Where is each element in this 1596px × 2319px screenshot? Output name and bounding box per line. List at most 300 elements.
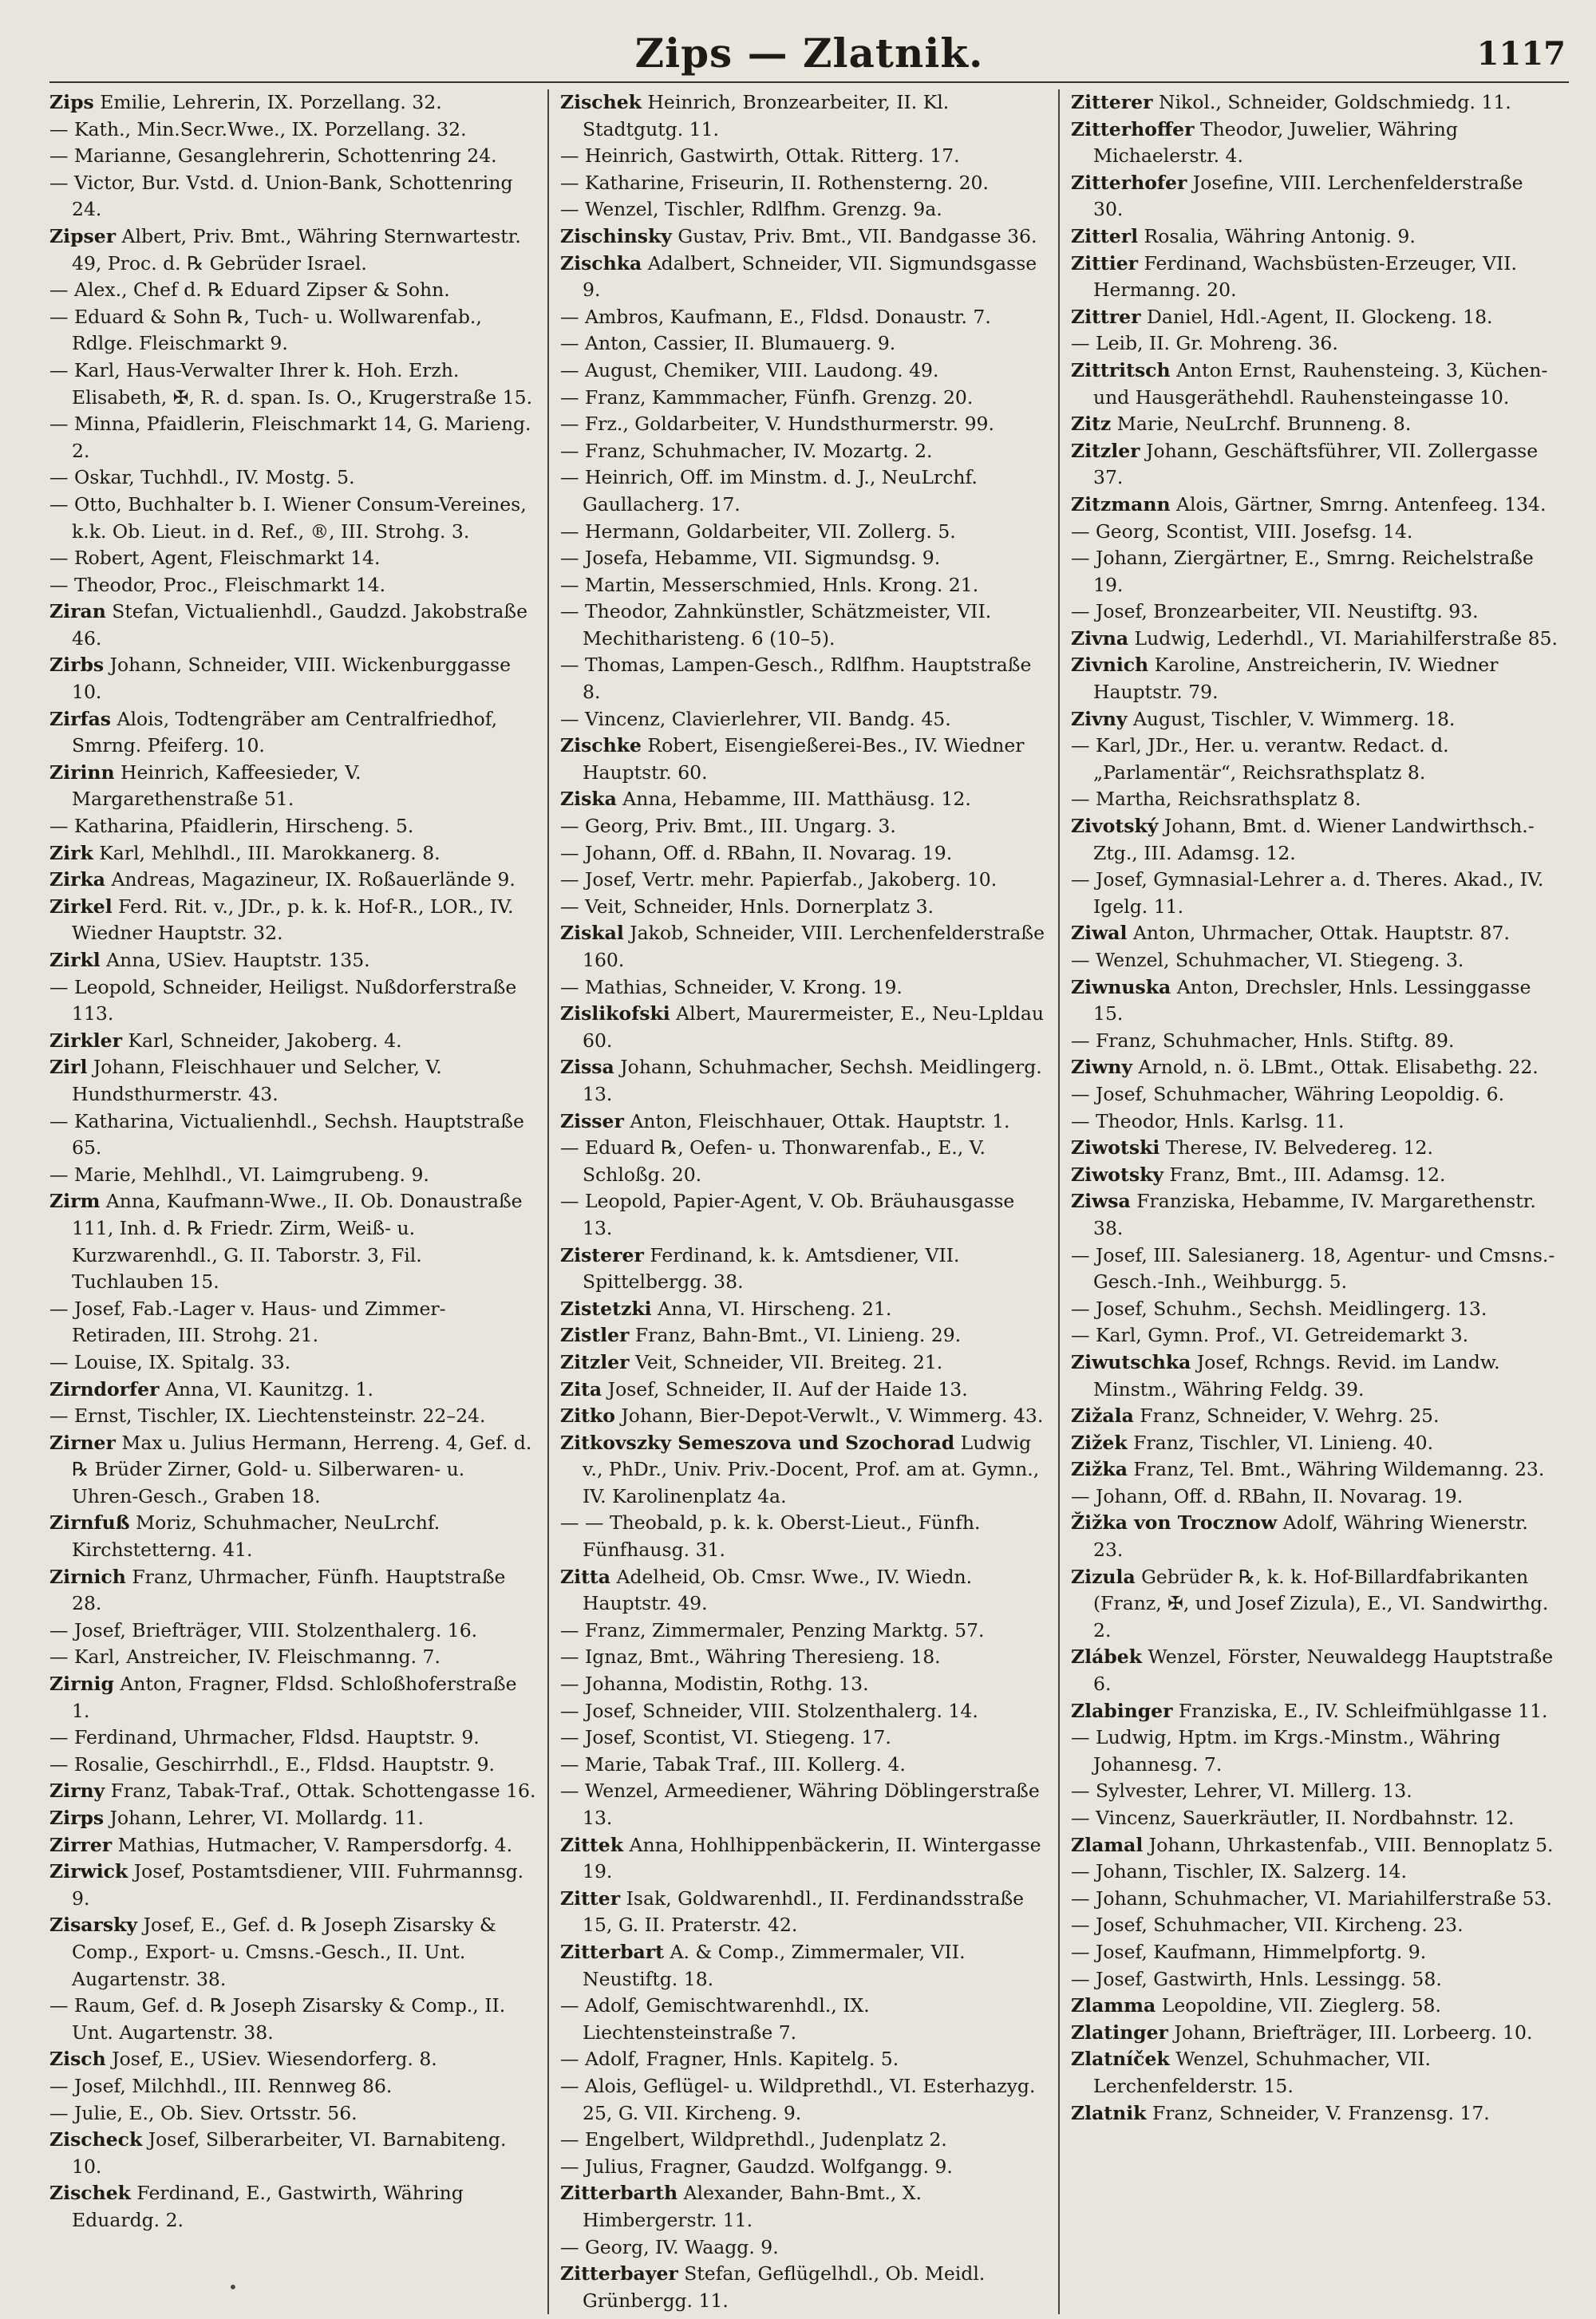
entry-details: — Eduard & Sohn ℞, Tuch- u. Wollwarenfab., Rdlge. Fleischmarkt 9.: [49, 305, 482, 355]
entry-details: — Leib, II. Gr. Mohreng. 36.: [1071, 332, 1338, 355]
directory-entry: [1071, 1698, 1558, 1725]
directory-entry: [1071, 1403, 1558, 1430]
entry-details: Stefan, Geflügelhdl., Ob. Meidl. Grünbergg. 11.: [583, 2262, 986, 2312]
entry-details: Daniel, Hdl.-Agent, II. Glockeng. 18.: [1140, 305, 1493, 328]
directory-entry: [1071, 1162, 1558, 1189]
directory-entry: [560, 1618, 1047, 1645]
entry-surname: Ziwutschka: [1071, 1350, 1191, 1373]
entry-details: — Theodor, Proc., Fleischmarkt 14.: [49, 573, 386, 596]
entry-details: — Johann, Off. d. RBahn, II. Novarag. 19.: [560, 841, 953, 864]
entry-details: — Victor, Bur. Vstd. d. Union-Bank, Schottenring 24.: [49, 171, 513, 221]
directory-entry: [49, 1778, 536, 1805]
entry-details: — Georg, IV. Waagg. 9.: [560, 2235, 779, 2258]
entry-surname: Ziska: [560, 788, 617, 811]
entry-details: — Johann, Schuhmacher, VI. Mariahilferstraße 53.: [1071, 1886, 1552, 1910]
directory-entry: [1071, 1510, 1558, 1563]
entry-details: Anna, Kaufmann-Wwe., II. Ob. Donaustraße 111, Inh. d. ℞ Friedr. Zirm, Weiß- u. Kurzwarenhdl., G. II. Taborstr. 3, Fil. Tuchlauben 15.: [72, 1190, 523, 1294]
directory-entry: [49, 706, 536, 760]
entry-surname: Zittritsch: [1071, 358, 1171, 381]
entry-surname: Ziwotsky: [1071, 1163, 1164, 1186]
entry-details: Ferdinand, k. k. Amtsdiener, VII. Spittelbergg. 38.: [583, 1243, 960, 1294]
entry-details: Johann, Schneider, VIII. Wickenburggasse 10.: [72, 654, 512, 704]
entry-surname: Zitta: [560, 1565, 611, 1588]
directory-entry: [1071, 330, 1558, 358]
directory-entry: [49, 1993, 536, 2046]
entry-details: — Vincenz, Sauerkräutler, II. Nordbahnstr. 12.: [1071, 1807, 1515, 1829]
directory-entry: [1071, 117, 1558, 170]
entry-surname: Zitzler: [1071, 439, 1140, 462]
directory-entry: [560, 599, 1047, 652]
directory-entry: [49, 572, 536, 599]
entry-details: — Georg, Priv. Bmt., III. Ungarg. 3.: [560, 815, 896, 838]
entry-details: Anton, Uhrmacher, Ottak. Hauptstr. 87.: [1127, 922, 1510, 945]
directory-entry: [49, 1296, 536, 1349]
directory-entry: [560, 1698, 1047, 1725]
entry-surname: Ziskal: [560, 922, 624, 945]
entry-details: Wenzel, Förster, Neuwaldegg Hauptstraße 6.: [1093, 1645, 1554, 1696]
entry-details: Johann, Bier-Depot-Verwlt., V. Wimmerg. 43.: [614, 1404, 1044, 1428]
entry-details: Franz, Schneider, V. Franzensg. 17.: [1146, 2101, 1490, 2124]
directory-entry: [49, 2180, 536, 2234]
entry-details: — Josef, Gastwirth, Hnls. Lessingg. 58.: [1071, 1967, 1442, 1990]
entry-surname: Zissa: [560, 1056, 614, 1079]
entry-details: — Karl, Anstreicher, IV. Fleischmanng. 7.: [49, 1645, 440, 1669]
entry-details: Josef, E., USiev. Wiesendorferg. 8.: [105, 2048, 437, 2071]
directory-entry: [1071, 2046, 1558, 2100]
entry-surname: Zlatnik: [1071, 2101, 1147, 2124]
entry-details: Gebrüder ℞, k. k. Hof-Billardfabrikanten (Franz, ✠, und Josef Zizula), E., VI. Sandwirthg. 2.: [1093, 1565, 1549, 1641]
directory-entry: [560, 358, 1047, 385]
directory-entry: [1071, 1430, 1558, 1457]
directory-entry: [560, 1188, 1047, 1242]
entry-surname: Zischinsky: [560, 224, 672, 247]
directory-entry: [560, 1993, 1047, 2046]
entry-surname: Zirka: [49, 868, 105, 891]
page-title: Zips — Zlatnik.: [634, 29, 984, 77]
entry-details: Franz, Schneider, V. Wehrg. 25.: [1133, 1404, 1440, 1428]
entry-surname: Zitz: [1071, 413, 1112, 436]
entry-surname: Zischke: [560, 734, 642, 757]
entry-surname: Ziwsa: [1071, 1190, 1131, 1213]
entry-surname: Zischek: [560, 91, 642, 113]
directory-entry: [560, 330, 1047, 358]
entry-details: A. & Comp., Zimmermaler, VII. Neustiftg. 18.: [583, 1940, 966, 1990]
footer-mark: •: [228, 2278, 238, 2297]
directory-entry: [49, 2073, 536, 2100]
directory-entry: [560, 89, 1047, 143]
directory-entry: [1071, 1456, 1558, 1483]
directory-entry: [560, 2046, 1047, 2073]
directory-entry: [560, 1886, 1047, 1939]
entry-surname: Zlabinger: [1071, 1699, 1173, 1722]
directory-entry: [1071, 1724, 1558, 1778]
directory-entry: [49, 1671, 536, 1724]
entry-details: Anna, USiev. Hauptstr. 135.: [100, 949, 370, 971]
entry-details: Josef, E., Gef. d. ℞ Joseph Zisarsky & Comp., Export- u. Cmsns.-Gesch., II. Unt. Augartenstr. 38.: [72, 1914, 496, 1990]
entry-surname: Zisarsky: [49, 1914, 138, 1937]
entry-surname: Zirner: [49, 1431, 116, 1454]
directory-entry: [1071, 89, 1558, 117]
entry-surname: Zlamma: [1071, 1994, 1156, 2017]
entry-surname: Zitko: [560, 1404, 615, 1428]
directory-entry: [49, 1430, 536, 1511]
entry-details: — Johann, Off. d. RBahn, II. Novarag. 19.: [1071, 1484, 1464, 1507]
entry-details: Gustav, Priv. Bmt., VII. Bandgasse 36.: [671, 224, 1037, 247]
directory-entry: [1071, 1859, 1558, 1886]
directory-entry: [560, 840, 1047, 867]
directory-entry: [560, 1778, 1047, 1831]
entry-details: Theodor, Juwelier, Währing Michaelerstr. 4.: [1093, 117, 1458, 168]
entry-surname: Zirrer: [49, 1833, 113, 1856]
directory-entry: [1071, 1564, 1558, 1645]
directory-entry: [560, 813, 1047, 840]
entry-details: — Josef, Kaufmann, Himmelpfortg. 9.: [1071, 1940, 1427, 1963]
entry-details: — Kath., Min.Secr.Wwe., IX. Porzellang. 32.: [49, 117, 467, 140]
entry-details: Ferdinand, E., Gastwirth, Währing Eduardg. 2.: [72, 2182, 464, 2231]
directory-entry: [49, 170, 536, 223]
column-left: [49, 89, 549, 2314]
directory-entry: [1071, 786, 1558, 813]
directory-entry: [49, 894, 536, 947]
entry-details: Andreas, Magazineur, IX. Roßauerlände 9.: [105, 868, 516, 891]
entry-details: Heinrich, Kaffeesieder, V. Margarethenstraße 51.: [72, 760, 361, 811]
directory-entry: [560, 1108, 1047, 1136]
entry-surname: Zivnich: [1071, 654, 1149, 677]
directory-entry: [560, 251, 1047, 304]
entry-details: — Josef, Schuhm., Sechsh. Meidlingerg. 13.: [1071, 1297, 1487, 1320]
entry-details: Alexander, Bahn-Bmt., X. Himbergerstr. 11.: [583, 2182, 922, 2231]
directory-entry: [560, 2154, 1047, 2181]
entry-surname: Zizula: [1071, 1565, 1136, 1588]
directory-entry: [49, 411, 536, 464]
entry-surname: Zisser: [560, 1109, 624, 1132]
directory-entry: [1071, 1135, 1558, 1162]
directory-entry: [560, 706, 1047, 733]
directory-entry: [1071, 519, 1558, 546]
entry-details: Johann, Geschäftsführer, VII. Zollergasse 37.: [1093, 439, 1539, 489]
directory-entry: [1071, 1966, 1558, 1993]
entry-details: — Katharina, Pfaidlerin, Hirscheng. 5.: [49, 815, 414, 838]
entry-details: — Minna, Pfaidlerin, Fleischmarkt 14, G. Marieng. 2.: [49, 413, 531, 462]
directory-entry: [560, 1054, 1047, 1108]
entry-details: Ludwig, Lederhdl., VI. Mariahilferstraße 85.: [1128, 626, 1558, 650]
entry-details: Robert, Eisengießerei-Bes., IV. Wiedner Hauptstr. 60.: [583, 734, 1025, 784]
entry-details: — Georg, Scontist, VIII. Josefsg. 14.: [1071, 520, 1413, 543]
directory-entry: [49, 760, 536, 813]
entry-surname: Zlatinger: [1071, 2021, 1168, 2044]
entry-surname: Zislikofski: [560, 1002, 670, 1025]
directory-entry: [1071, 492, 1558, 519]
entry-surname: Zlábek: [1071, 1645, 1142, 1669]
directory-entry: [1071, 1296, 1558, 1323]
entry-details: Karl, Mehlhdl., III. Marokkanerg. 8.: [93, 841, 440, 864]
directory-entry: [49, 545, 536, 572]
entry-surname: Zirk: [49, 841, 93, 864]
directory-entry: [560, 894, 1047, 921]
entry-details: Josef, Silberarbeiter, VI. Barnabiteng. 10.: [72, 2128, 507, 2178]
entry-details: — Heinrich, Gastwirth, Ottak. Ritterg. 17.: [560, 144, 960, 168]
entry-details: Josefine, VIII. Lerchenfelderstraße 30.: [1093, 171, 1523, 221]
entry-details: Josef, Rchngs. Revid. im Landw. Minstm., Währing Feldg. 39.: [1093, 1350, 1500, 1400]
entry-surname: Zischeck: [49, 2128, 143, 2151]
directory-entry: [49, 2100, 536, 2127]
entry-details: — Julie, E., Ob. Siev. Ortsstr. 56.: [49, 2101, 358, 2124]
directory-entry: [560, 974, 1047, 1001]
entry-details: Johann, Schuhmacher, Sechsh. Meidlingerg. 13.: [583, 1056, 1042, 1105]
entry-details: Franz, Tel. Bmt., Währing Wildemanng. 23.: [1127, 1458, 1545, 1481]
entry-details: — Wenzel, Schuhmacher, VI. Stiegeng. 3.: [1071, 949, 1464, 971]
entry-surname: Zittier: [1071, 251, 1139, 275]
entry-details: — Johann, Tischler, IX. Salzerg. 14.: [1071, 1860, 1407, 1883]
entry-surname: Zischka: [560, 251, 642, 275]
entry-details: — Theodor, Zahnkünstler, Schätzmeister, VII. Mechitharisteng. 6 (10–5).: [560, 600, 992, 650]
directory-entry: [560, 1349, 1047, 1377]
directory-entry: [560, 1564, 1047, 1618]
directory-entry: [1071, 1349, 1558, 1403]
directory-entry: [1071, 813, 1558, 867]
entry-details: — Wenzel, Armeediener, Währing Döblingerstraße 13.: [560, 1780, 1040, 1829]
directory-entry: [1071, 626, 1558, 653]
entry-surname: Zirinn: [49, 760, 115, 784]
entry-surname: Zitkovszky Semeszova und Szochorad: [560, 1431, 955, 1454]
directory-entry: [49, 1162, 536, 1189]
entry-details: Johann, Uhrkastenfab., VIII. Bennoplatz 5.: [1143, 1833, 1554, 1856]
directory-entry: [49, 1912, 536, 1993]
entry-details: — Josef, Vertr. mehr. Papierfab., Jakoberg. 10.: [560, 868, 998, 891]
entry-details: — Katharine, Friseurin, II. Rothensterng. 20.: [560, 171, 989, 194]
entry-details: Ludwig v., PhDr., Univ. Priv.-Docent, Prof. am at. Gymn., IV. Karolinenplatz 4a.: [583, 1431, 1040, 1507]
entry-details: Anna, Hebamme, III. Matthäusg. 12.: [616, 788, 971, 811]
directory-entry: [560, 545, 1047, 572]
directory-entry: [1071, 920, 1558, 947]
entry-surname: Zirkel: [49, 895, 113, 918]
directory-entry: [49, 840, 536, 867]
entry-details: — Frz., Goldarbeiter, V. Hundsthurmerstr. 99.: [560, 413, 994, 436]
entry-details: Adolf, Währing Wienerstr. 23.: [1093, 1511, 1528, 1562]
entry-details: Albert, Maurermeister, E., Neu-Lpldau 60.: [583, 1002, 1044, 1052]
entry-surname: Ziwnuska: [1071, 975, 1171, 998]
entry-surname: Zlamal: [1071, 1833, 1144, 1856]
directory-entry: [49, 304, 536, 358]
directory-entry: [1071, 1805, 1558, 1832]
entry-details: — Josefa, Hebamme, VII. Sigmundsg. 9.: [560, 547, 941, 570]
entry-surname: Zisch: [49, 2048, 106, 2071]
entry-details: Leopoldine, VII. Zieglerg. 58.: [1156, 1994, 1441, 2017]
entry-details: — Franz, Schuhmacher, IV. Mozartg. 2.: [560, 439, 933, 462]
entry-details: — Josef, Schuhmacher, VII. Kircheng. 23.: [1071, 1914, 1464, 1937]
directory-entry: [49, 1377, 536, 1404]
entry-details: Stefan, Victualienhdl., Gaudzd. Jakobstraße 46.: [72, 600, 528, 650]
entry-details: Alois, Todtengräber am Centralfriedhof, Smrng. Pfeiferg. 10.: [72, 707, 498, 757]
entry-surname: Zistler: [560, 1324, 630, 1347]
directory-entry: [49, 1832, 536, 1859]
directory-entry: [1071, 1832, 1558, 1859]
directory-entry: [49, 1752, 536, 1779]
entry-surname: Zirny: [49, 1780, 105, 1803]
entry-details: — Engelbert, Wildprethdl., Judenplatz 2.: [560, 2128, 947, 2151]
entry-surname: Zirps: [49, 1807, 105, 1829]
entry-details: Karl, Schneider, Jakoberg. 4.: [122, 1029, 402, 1052]
entry-surname: Zischek: [49, 2182, 131, 2205]
entry-details: — Alex., Chef d. ℞ Eduard Zipser & Sohn.: [49, 279, 450, 302]
entry-columns: [49, 89, 1569, 2314]
directory-entry: [1071, 706, 1558, 733]
directory-entry: [49, 974, 536, 1028]
entry-details: — Franz, Zimmermaler, Penzing Marktg. 57.: [560, 1618, 985, 1641]
directory-entry: [49, 599, 536, 652]
entry-surname: Zistetzki: [560, 1297, 652, 1320]
directory-entry: [560, 304, 1047, 331]
entry-surname: Zitterbarth: [560, 2182, 678, 2205]
entry-details: — Marianne, Gesanglehrerin, Schottenring 24.: [49, 144, 497, 168]
entry-details: — Sylvester, Lehrer, VI. Millerg. 13.: [1071, 1780, 1412, 1803]
entry-surname: Zisterer: [560, 1243, 644, 1266]
entry-details: — — Theobald, p. k. k. Oberst-Lieut., Fünfh. Fünfhausg. 31.: [560, 1511, 981, 1562]
entry-details: Adelheid, Ob. Cmsr. Wwe., IV. Wiedn. Hauptstr. 49.: [583, 1565, 973, 1615]
entry-details: — Julius, Fragner, Gaudzd. Wolfgangg. 9.: [560, 2155, 953, 2178]
entry-details: — Louise, IX. Spitalg. 33.: [49, 1350, 291, 1373]
directory-entry: [560, 2234, 1047, 2262]
directory-entry: [1071, 411, 1558, 438]
entry-surname: Zirwick: [49, 1860, 128, 1883]
entry-details: — Robert, Agent, Fleischmarkt 14.: [49, 547, 381, 570]
entry-surname: Zitterhoffer: [1071, 117, 1195, 140]
entry-details: Johann, Briefträger, III. Lorbeerg. 10.: [1167, 2021, 1533, 2044]
directory-entry: [560, 1322, 1047, 1349]
directory-entry: [1071, 1054, 1558, 1081]
entry-details: — Karl, JDr., Her. u. verantw. Redact. d. „Parlamentär“, Reichsrathsplatz 8.: [1071, 734, 1449, 784]
directory-entry: [1071, 1778, 1558, 1805]
directory-entry: [560, 733, 1047, 786]
entry-details: — Josef, Schuhmacher, Währing Leopoldig. 6.: [1071, 1082, 1505, 1105]
entry-surname: Zirnig: [49, 1673, 114, 1696]
directory-entry: [1071, 1028, 1558, 1055]
directory-entry: [1071, 1108, 1558, 1136]
page-header: [49, 24, 1569, 83]
entry-details: — Karl, Haus-Verwalter Ihrer k. Hoh. Erzh. Elisabeth, ✠, R. d. span. Is. O., Krugerstraße 15.: [49, 358, 533, 409]
directory-entry: [560, 867, 1047, 894]
entry-details: — Josef, Milchhdl., III. Rennweg 86.: [49, 2074, 393, 2097]
entry-surname: Ziwal: [1071, 922, 1128, 945]
entry-details: August, Tischler, V. Wimmerg. 18.: [1127, 707, 1456, 730]
directory-entry: [560, 1296, 1047, 1323]
directory-entry: [1071, 304, 1558, 331]
directory-entry: [560, 1724, 1047, 1752]
directory-entry: [49, 2046, 536, 2073]
directory-entry: [560, 1242, 1047, 1296]
entry-details: — Ludwig, Hptm. im Krgs.-Minstm., Währing Johannesg. 7.: [1071, 1726, 1501, 1776]
entry-details: — Wenzel, Tischler, Rdlfhm. Grenzg. 9a.: [560, 198, 942, 221]
directory-entry: [1071, 545, 1558, 599]
entry-details: Isak, Goldwarenhdl., II. Ferdinandsstraße 15, G. II. Praterstr. 42.: [583, 1886, 1025, 1937]
entry-details: Heinrich, Bronzearbeiter, II. Kl. Stadtgutg. 11.: [583, 91, 950, 140]
entry-details: — Heinrich, Off. im Minstm. d. J., NeuLrchf. Gaullacherg. 17.: [560, 466, 978, 516]
directory-entry: [1071, 1912, 1558, 1939]
directory-entry: [49, 358, 536, 411]
entry-details: — Franz, Schuhmacher, Hnls. Stiftg. 89.: [1071, 1029, 1455, 1052]
entry-surname: Zittek: [560, 1833, 624, 1856]
directory-entry: [49, 1349, 536, 1377]
directory-entry: [560, 1430, 1047, 1511]
entry-surname: Zirnich: [49, 1565, 126, 1588]
directory-entry: [560, 652, 1047, 705]
entry-details: — Otto, Buchhalter b. I. Wiener Consum-Vereines, k.k. Ob. Lieut. in d. Ref., ®, III. Strohg. 3.: [49, 492, 527, 543]
entry-surname: Zirnfuß: [49, 1511, 130, 1535]
entry-details: Anton, Fragner, Fldsd. Schloßhoferstraße 1.: [72, 1673, 517, 1722]
entry-surname: Zirkl: [49, 949, 101, 971]
directory-entry: [560, 1939, 1047, 1993]
directory-entry: [49, 464, 536, 492]
entry-surname: Zižek: [1071, 1431, 1128, 1454]
entry-surname: Zivna: [1071, 626, 1129, 650]
entry-details: — Martin, Messerschmied, Hnls. Krong. 21.: [560, 573, 979, 596]
entry-details: — Leopold, Papier-Agent, V. Ob. Bräuhausgasse 13.: [560, 1190, 1015, 1239]
entry-details: — Josef, Fab.-Lager v. Haus- und Zimmer-Retiraden, III. Strohg. 21.: [49, 1297, 446, 1347]
entry-details: — Anton, Cassier, II. Blumauerg. 9.: [560, 332, 896, 355]
entry-details: Mathias, Hutmacher, V. Rampersdorfg. 4.: [112, 1833, 513, 1856]
entry-details: — Eduard ℞, Oefen- u. Thonwarenfab., E., V. Schloßg. 20.: [560, 1136, 986, 1186]
directory-entry: [560, 1377, 1047, 1404]
entry-surname: Zirbs: [49, 654, 105, 677]
entry-details: Johann, Fleischhauer und Selcher, V. Hundsthurmerstr. 43.: [72, 1056, 442, 1105]
directory-entry: [1071, 438, 1558, 492]
directory-entry: [560, 2127, 1047, 2154]
directory-entry: [560, 411, 1047, 438]
directory-entry: [1071, 1242, 1558, 1296]
directory-entry: [560, 1752, 1047, 1779]
directory-entry: [49, 1108, 536, 1162]
directory-entry: [49, 1805, 536, 1832]
entry-details: — Marie, Tabak Traf., III. Kollerg. 4.: [560, 1752, 906, 1776]
entry-surname: Zitzler: [560, 1350, 630, 1373]
entry-details: Moriz, Schuhmacher, NeuLrchf. Kirchstetterng. 41.: [72, 1511, 440, 1562]
entry-surname: Zižala: [1071, 1404, 1134, 1428]
entry-details: — Josef, III. Salesianerg. 18, Agentur- und Cmsns.-Gesch.-Inh., Weihburgg. 5.: [1071, 1243, 1555, 1294]
column-right: [1060, 89, 1569, 2314]
entry-details: — Katharina, Victualienhdl., Sechsh. Hauptstraße 65.: [49, 1109, 524, 1160]
directory-entry: [1071, 974, 1558, 1028]
directory-entry: [1071, 652, 1558, 705]
entry-details: — Josef, Gymnasial-Lehrer a. d. Theres. Akad., IV. Igelg. 11.: [1071, 868, 1544, 918]
entry-surname: Zirm: [49, 1190, 101, 1213]
entry-details: — Johanna, Modistin, Rothg. 13.: [560, 1673, 869, 1696]
entry-details: Arnold, n. ö. LBmt., Ottak. Elisabethg. 22.: [1132, 1056, 1539, 1079]
directory-entry: [1071, 1939, 1558, 1966]
entry-surname: Zitterhofer: [1071, 171, 1187, 194]
directory-entry: [560, 223, 1047, 251]
entry-details: Anton Ernst, Rauhensteing. 3, Küchen- und Hausgeräthehdl. Rauhensteingasse 10.: [1093, 358, 1548, 409]
entry-details: — Franz, Kammmacher, Fünfh. Grenzg. 20.: [560, 385, 974, 409]
entry-surname: Zitterl: [1071, 224, 1139, 247]
entry-details: — Alois, Geflügel- u. Wildprethdl., VI. Esterhazyg. 25, G. VII. Kircheng. 9.: [560, 2074, 1036, 2124]
entry-details: Franziska, E., IV. Schleifmühlgasse 11.: [1172, 1699, 1548, 1722]
entry-surname: Zitter: [560, 1886, 621, 1910]
directory-entry: [49, 117, 536, 144]
entry-details: Franz, Bahn-Bmt., VI. Linieng. 29.: [629, 1324, 962, 1347]
entry-details: Franz, Tabak-Traf., Ottak. Schottengasse 16.: [105, 1780, 536, 1803]
entry-details: Josef, Postamtsdiener, VIII. Fuhrmannsg. 9.: [72, 1860, 524, 1910]
directory-entry: [560, 1644, 1047, 1671]
entry-details: Franziska, Hebamme, IV. Margarethenstr. 38.: [1093, 1190, 1536, 1239]
entry-surname: Ziwny: [1071, 1056, 1133, 1079]
entry-details: Nikol., Schneider, Goldschmiedg. 11.: [1152, 91, 1511, 113]
entry-details: — Rosalie, Geschirrhdl., E., Fldsd. Hauptstr. 9.: [49, 1752, 495, 1776]
entry-details: — Leopold, Schneider, Heiligst. Nußdorferstraße 113.: [49, 975, 517, 1025]
directory-entry: [49, 1724, 536, 1752]
entry-details: Johann, Lehrer, VI. Mollardg. 11.: [104, 1807, 424, 1829]
entry-details: Rosalia, Währing Antonig. 9.: [1138, 224, 1416, 247]
entry-details: Therese, IV. Belvedereg. 12.: [1159, 1136, 1433, 1160]
